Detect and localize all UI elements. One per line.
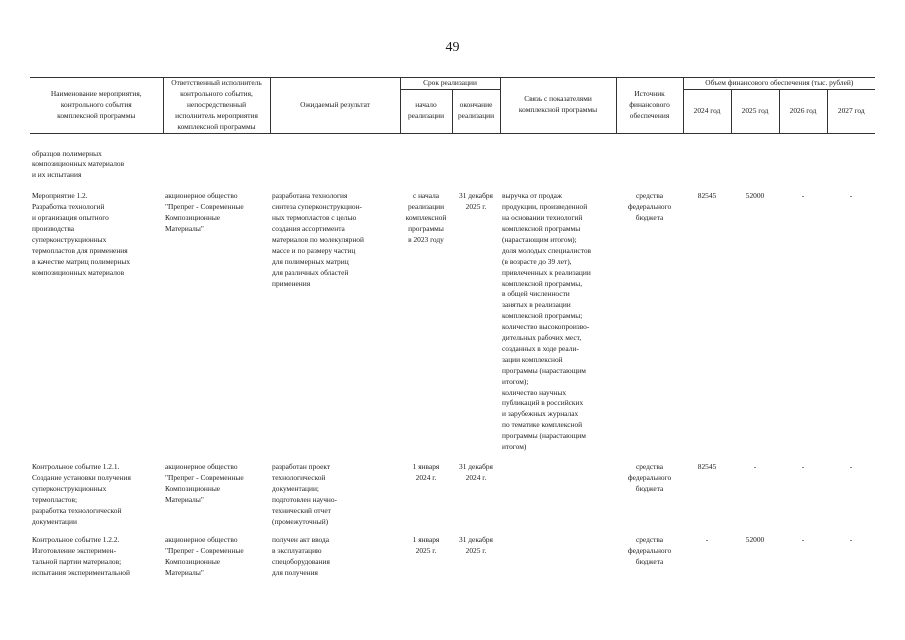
row-start: 1 января 2025 г. — [412, 535, 440, 556]
row-end — [452, 133, 500, 181]
row-2027: - — [849, 462, 853, 471]
row-name: Контрольное событие 1.2.1. Создание установки получения суперконструкционных термопластов; разработка технологической документации — [32, 462, 131, 526]
row-2025: 52000 — [745, 535, 765, 545]
program-table — [30, 77, 875, 579]
row-2026 — [779, 133, 827, 181]
row-2025: 52000 — [745, 191, 765, 201]
page-number: 49 — [445, 40, 460, 55]
header-source: Источник финансового обеспечения — [616, 78, 683, 134]
row-link — [500, 453, 616, 527]
row-2027 — [827, 133, 875, 181]
row-responsible — [163, 133, 270, 181]
row-source — [616, 133, 683, 181]
row-2024 — [683, 133, 731, 181]
header-result: Ожидаемый результат — [270, 78, 400, 134]
header-year-2026: 2026 год — [779, 90, 827, 133]
row-end: 31 декабря 2025 г. — [459, 191, 493, 212]
row-2025 — [731, 133, 779, 181]
row-end: 31 декабря 2024 г. — [459, 462, 493, 482]
header-year-2025: 2025 год — [731, 90, 779, 133]
row-source: средства федерального бюджета — [627, 462, 672, 493]
row-result — [270, 133, 400, 181]
row-start: 1 января 2024 г. — [412, 462, 440, 482]
row-link — [500, 133, 616, 181]
row-end: 31 декабря 2025 г. — [459, 535, 493, 556]
row-link — [500, 527, 616, 579]
row-name: Контрольное событие 1.2.2. Изготовление эксперимен- тальной партии материалов; испытания экспериментальной — [32, 535, 130, 578]
row-2027: - — [849, 535, 853, 545]
table-row — [30, 133, 875, 181]
row-result: разработан проект технологической документации; подготовлен научно- технический отчет (промежуточный) — [272, 462, 338, 526]
row-source: средства федерального бюджета — [627, 191, 672, 223]
row-result: разработана технология синтеза суперконструкцион- ных термопластов с целью создания ассортимента материалов по молекулярной массе и по размеру частиц для полимерных матриц для различных областей применения — [272, 191, 364, 288]
header-year-2024: 2024 год — [683, 90, 731, 133]
row-name: Мероприятие 1.2. Разработка технологий и организация опытного производства суперконструкционных термопластов для применения в качестве матриц полимерных композиционных материалов — [32, 191, 131, 277]
row-responsible: акционерное общество "Препрег - Современные Композиционные Материалы" — [165, 462, 244, 504]
table-row — [30, 527, 875, 579]
header-start: начало реализации — [400, 90, 452, 133]
header-year-2027: 2027 год — [827, 90, 875, 133]
table-row — [30, 453, 875, 527]
row-link: выручка от продаж продукции, произведенной на основании технологий комплексной программы (нарастающим итогом); доля молодых специалистов (в возрасте до 39 лет), привлеченных к реализации комплексной программы, в общей численности занятых в реализации комплексной программы; количество высокопроизво- дительных рабочих мест, созданных в ходе реали- зации комплексной программы (нарастающим итогом); количество научных публикаций в российских и зарубежных журналах по тематике комплексной программы (нарастающим итогом) — [502, 191, 592, 452]
row-result: получен акт ввода в эксплуатацию спецоборудования для получения — [272, 535, 330, 578]
row-responsible: акционерное общество "Препрег - Современные Композиционные Материалы" — [165, 535, 244, 578]
row-2026: - — [801, 462, 805, 471]
row-source: средства федерального бюджета — [627, 535, 672, 567]
header-name: Наименование мероприятия, контрольного события комплексной программы — [30, 78, 163, 134]
row-2025: - — [753, 462, 757, 471]
header-period: Срок реализации — [400, 78, 500, 90]
header-link: Связь с показателями комплексной программы — [500, 78, 616, 134]
header-responsible: Ответственный исполнитель контрольного события, непосредственный исполнитель мероприятия комплексной программы — [163, 78, 270, 134]
row-2024: 82545 — [697, 462, 717, 471]
row-name: образцов полимерных композиционных материалов и их испытания — [32, 148, 125, 180]
row-responsible: акционерное общество "Препрег - Современные Композиционные Материалы" — [165, 191, 244, 233]
row-start — [400, 133, 452, 181]
row-2024: - — [705, 535, 709, 545]
row-2024: 82545 — [697, 191, 717, 201]
row-2027: - — [849, 191, 853, 201]
row-2026: - — [801, 535, 805, 545]
header-finance: Объем финансового обеспечения (тыс. рублей) — [683, 78, 875, 90]
header-end: окончание реализации — [452, 90, 500, 133]
row-start: с начала реализации комплексной программы в 2023 году — [405, 191, 447, 244]
table-row — [30, 181, 875, 453]
row-2026: - — [801, 191, 805, 201]
